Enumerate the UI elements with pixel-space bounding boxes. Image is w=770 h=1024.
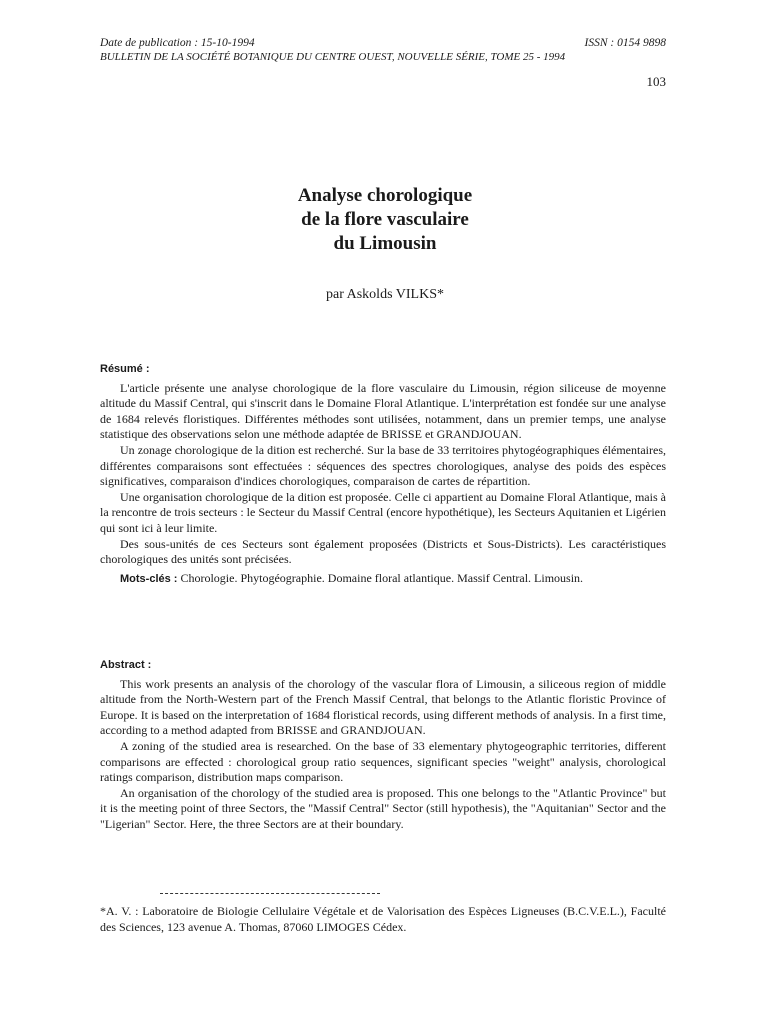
- keywords-text: Chorologie. Phytogéographie. Domaine floral atlantique. Massif Central. Limousin.: [180, 570, 584, 585]
- abstract-section: [100, 658, 666, 833]
- resume-paragraph: Une organisation chorologique de la dition est proposée. Celle ci appartient au Domaine Floral Atlantique, mais à la rencontre de trois secteurs : le Secteur du Massif Central (encore hypothétique), les Secteurs Aquitanien et Ligérien qui sont ici à leur limite.: [100, 489, 666, 535]
- publication-date: Date de publication : 15-10-1994: [100, 37, 255, 49]
- journal-name: BULLETIN DE LA SOCIÉTÉ BOTANIQUE DU CENTRE OUEST, NOUVELLE SÉRIE, TOME 25 - 1994: [100, 51, 566, 63]
- author-line: par Askolds VILKS*: [326, 287, 444, 302]
- resume-heading: Résumé :: [100, 363, 150, 375]
- resume-paragraph: Des sous-unités de ces Secteurs sont également proposées (Districts et Sous-Districts). Les caractéristiques chorologiques des unités sont précisées.: [100, 536, 666, 567]
- abstract-paragraph: This work presents an analysis of the chorology of the vascular flora of Limousin, a siliceous region of middle altitude from the North-Western part of the French Massif Central, that belongs to the Atlantic floristic Province of Europe. It is based on the interpretation of 1684 floristical records, using different methods of analysis. In a first time, according to a method adapted from BRISSE and GRANDJOUAN.: [100, 676, 666, 738]
- footnote-divider: [160, 893, 380, 894]
- article-title: [0, 184, 770, 256]
- header-top-line: [100, 36, 666, 50]
- keywords: [100, 571, 666, 588]
- header-journal-line: [100, 50, 666, 64]
- title-line-3: du Limousin: [333, 233, 437, 254]
- abstract-paragraph: A zoning of the studied area is researched. On the base of 33 elementary phytogeographic territories, different comparisons are effected : chorological group ratio sequences, significant species "weight" analysis, chorological ratings comparison, distribution maps comparison.: [100, 738, 666, 785]
- abstract-paragraph: An organisation of the chorology of the studied area is proposed. This one belongs to the "Atlantic Province" but it is the meeting point of three Sectors, the "Massif Central" Sector (still hypothesis), the "Aquitanian" Sector and the "Ligerian" Sector. Here, the three Sectors are at their boundary.: [100, 785, 666, 831]
- resume-paragraph: Un zonage chorologique de la dition est recherché. Sur la base de 33 territoires phytogéographiques élémentaires, différentes comparaisons sont effectuées : séquences des spectres chorologiques, analyse des poids des espèces significatives, comparaison d'indices chorologiques, comparaison de cartes de répartition.: [100, 442, 666, 489]
- title-line-1: Analyse chorologique: [297, 185, 473, 206]
- title-line-2: de la flore vasculaire: [301, 209, 469, 230]
- author-affiliation-footnote: *A. V. : Laboratoire de Biologie Cellulaire Végétale et de Valorisation des Espèces Ligneuses (B.C.V.E.L.), Faculté des Sciences, 123 avenue A. Thomas, 87060 LIMOGES Cédex.: [100, 904, 666, 934]
- keywords-label: Mots-clés :: [120, 572, 178, 585]
- resume-section: [100, 362, 666, 587]
- page-number: 103: [646, 74, 666, 89]
- resume-paragraph: L'article présente une analyse chorologique de la flore vasculaire du Limousin, région siliceuse de moyenne altitude du Massif Central, qui s'inscrit dans le Domaine Floral Atlantique. L'interprétation est fondée sur une analyse de 1684 relevés floristiques. Différentes méthodes sont utilisées, notamment, dans un premier temps, une analyse statistique des observations selon une méthode adaptée de BRISSE et GRANDJOUAN.: [100, 380, 666, 442]
- issn: ISSN : 0154 9898: [584, 37, 666, 49]
- abstract-heading: Abstract :: [100, 659, 152, 671]
